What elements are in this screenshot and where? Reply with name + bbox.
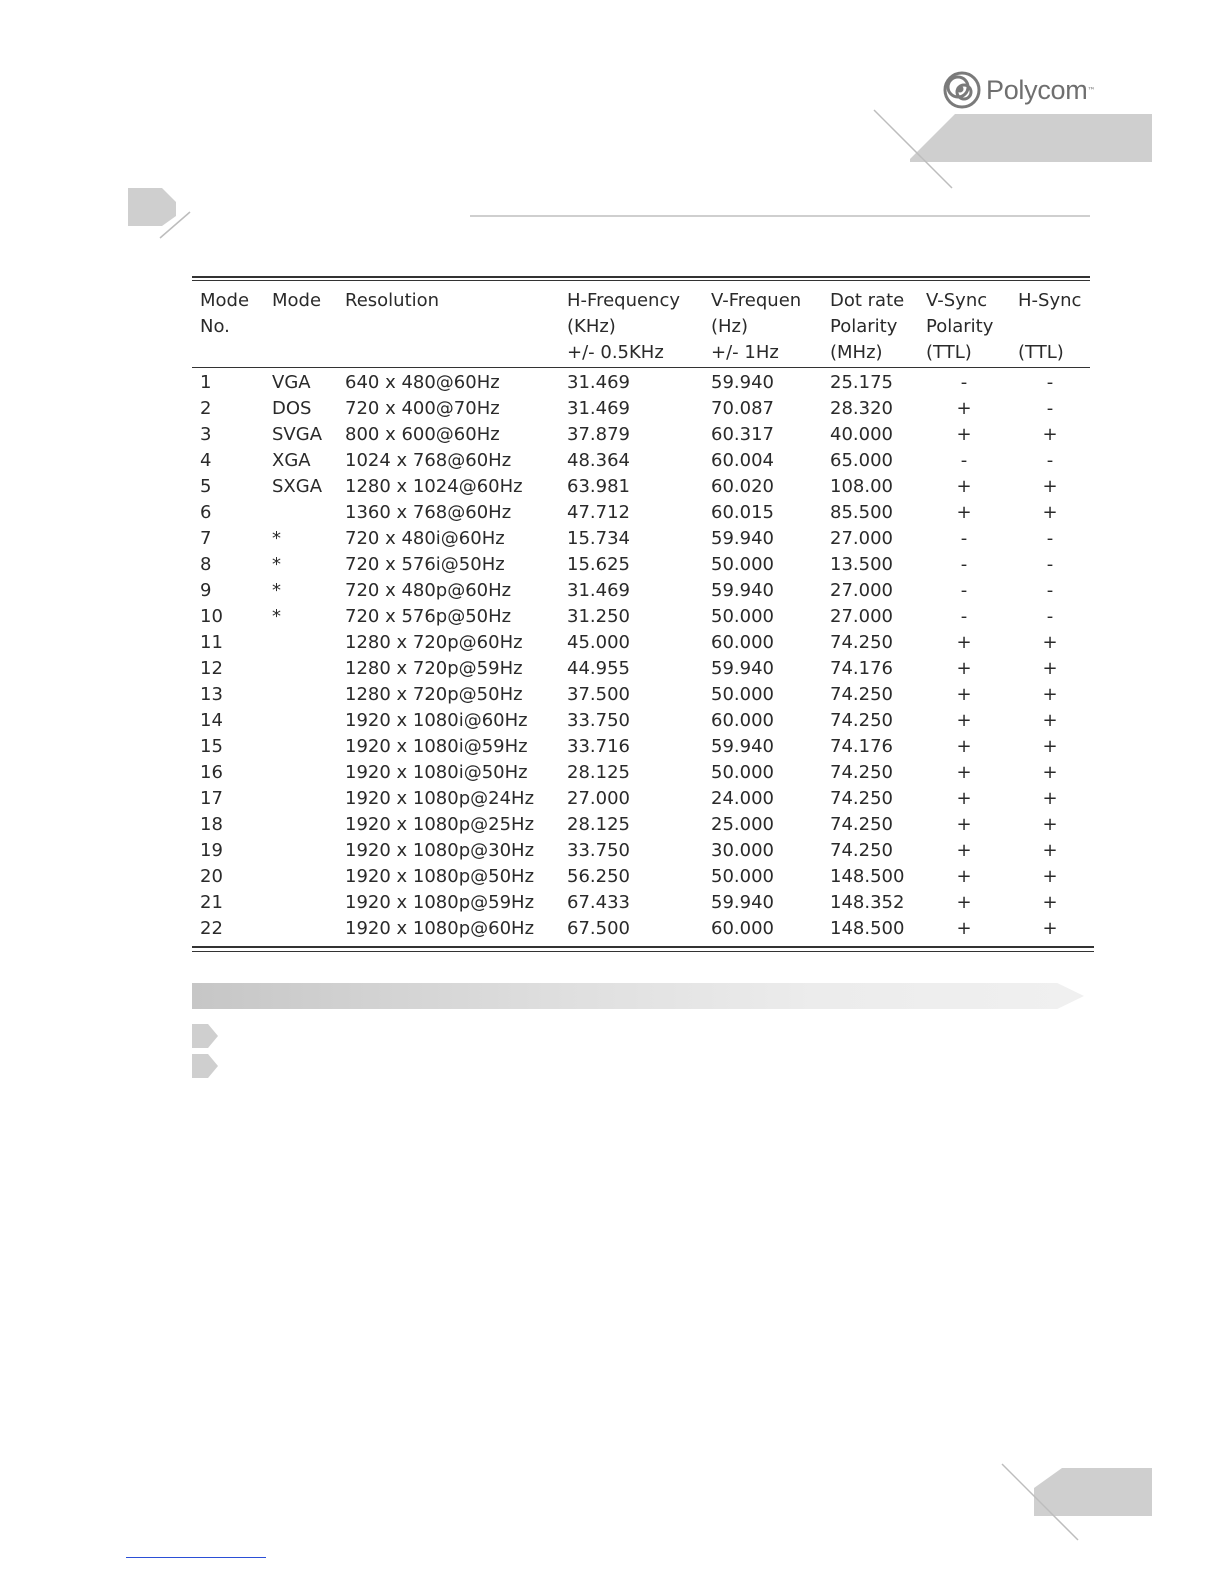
table-cell: * (272, 580, 281, 601)
table-row (192, 630, 1090, 656)
table-cell: 108.00 (830, 476, 893, 497)
table-cell: + (956, 502, 972, 523)
table-cell: - (1046, 554, 1054, 575)
table-cell: + (956, 788, 972, 809)
table-cell: + (1042, 840, 1058, 861)
table-cell: 21 (200, 892, 223, 913)
table-cell: + (1042, 476, 1058, 497)
section-marker-icon (128, 188, 192, 240)
table-cell: 74.250 (830, 840, 893, 861)
column-header: H-Frequency (KHz) +/- 0.5KHz (567, 290, 681, 363)
table-row (192, 474, 1090, 500)
table-cell: 1920 x 1080p@59Hz (345, 892, 535, 913)
table-cell (264, 630, 337, 656)
table-cell: + (956, 840, 972, 861)
table-cell: - (1046, 580, 1054, 601)
table-row (192, 500, 1090, 526)
table-cell: 44.955 (567, 658, 630, 679)
table-cell: + (956, 892, 972, 913)
table-cell: 1920 x 1080p@60Hz (345, 918, 535, 939)
table-cell (264, 916, 337, 942)
table-cell: 15 (200, 736, 223, 757)
table-row (192, 656, 1090, 682)
table-cell: 74.250 (830, 710, 893, 731)
table-cell: 18 (200, 814, 223, 835)
table-row (192, 578, 1090, 604)
table-cell: 1920 x 1080i@50Hz (345, 762, 528, 783)
table-cell: 25.000 (711, 814, 774, 835)
table-row (192, 786, 1090, 812)
table-cell: 1920 x 1080p@50Hz (345, 866, 535, 887)
table-cell: + (956, 814, 972, 835)
table-cell: 60.020 (711, 476, 774, 497)
table-row (192, 734, 1090, 760)
table-cell: 20 (200, 866, 223, 887)
table-cell: - (1046, 528, 1054, 549)
table-cell (264, 760, 337, 786)
table-cell: 720 x 480p@60Hz (345, 580, 512, 601)
table-cell: + (1042, 502, 1058, 523)
table-cell (264, 812, 337, 838)
table-cell: 33.750 (567, 840, 630, 861)
table-row (192, 838, 1090, 864)
section-heading-rule (470, 215, 1090, 217)
polycom-logo (942, 68, 1095, 112)
table-cell: 60.317 (711, 424, 774, 445)
table-cell: - (960, 450, 968, 471)
table-row (192, 526, 1090, 552)
table-cell: 31.469 (567, 398, 630, 419)
table-cell: 1920 x 1080p@25Hz (345, 814, 535, 835)
table-row (192, 396, 1090, 422)
table-cell: 4 (200, 450, 212, 471)
table-cell: 25.175 (830, 372, 893, 393)
table-bottom-rule-thin (192, 951, 1094, 952)
table-cell: - (960, 372, 968, 393)
table-cell: 28.320 (830, 398, 893, 419)
table-cell: 22 (200, 918, 223, 939)
table-cell: + (956, 476, 972, 497)
table-cell: 24.000 (711, 788, 774, 809)
table-cell: 37.500 (567, 684, 630, 705)
table-cell: 60.000 (711, 632, 774, 653)
table-cell: 74.176 (830, 736, 893, 757)
table-cell: 148.500 (830, 918, 905, 939)
table-cell: 6 (200, 502, 212, 523)
table-row (192, 552, 1090, 578)
table-cell: + (1042, 658, 1058, 679)
table-cell: 31.250 (567, 606, 630, 627)
table-cell: + (1042, 892, 1058, 913)
column-header: Mode No. (200, 290, 250, 337)
table-cell: 67.500 (567, 918, 630, 939)
table-cell (264, 838, 337, 864)
table-cell (264, 500, 337, 526)
table-cell: - (1046, 450, 1054, 471)
table-header-row (192, 288, 1090, 366)
table-row (192, 448, 1090, 474)
table-cell: - (1046, 606, 1054, 627)
table-cell: + (956, 424, 972, 445)
table-cell: + (956, 398, 972, 419)
table-cell: 59.940 (711, 580, 774, 601)
table-cell: 59.940 (711, 658, 774, 679)
table-cell: 60.000 (711, 710, 774, 731)
table-cell: 37.879 (567, 424, 630, 445)
table-cell: + (1042, 814, 1058, 835)
table-row (192, 604, 1090, 630)
table-cell: + (956, 918, 972, 939)
table-cell: 12 (200, 658, 223, 679)
table-cell: 74.250 (830, 632, 893, 653)
table-cell: + (1042, 684, 1058, 705)
table-cell: + (956, 632, 972, 653)
table-cell: 74.250 (830, 762, 893, 783)
table-cell: - (960, 606, 968, 627)
table-row (192, 916, 1090, 942)
table-cell: 1920 x 1080p@30Hz (345, 840, 535, 861)
table-cell: * (272, 554, 281, 575)
table-cell: 59.940 (711, 528, 774, 549)
table-cell: 800 x 600@60Hz (345, 424, 500, 445)
table-cell: 1920 x 1080p@24Hz (345, 788, 535, 809)
table-cell: 28.125 (567, 814, 630, 835)
table-cell: 45.000 (567, 632, 630, 653)
table-cell: + (1042, 424, 1058, 445)
table-cell: 1280 x 720p@59Hz (345, 658, 523, 679)
table-cell: + (1042, 736, 1058, 757)
footer-slash-decoration (998, 1462, 1088, 1546)
table-cell: 14 (200, 710, 223, 731)
column-header: H-Sync (TTL) (1018, 290, 1082, 363)
table-cell (264, 682, 337, 708)
table-cell: 640 x 480@60Hz (345, 372, 500, 393)
table-cell: SXGA (272, 476, 323, 497)
table-cell: 7 (200, 528, 212, 549)
table-cell: 50.000 (711, 606, 774, 627)
table-cell: 74.250 (830, 788, 893, 809)
table-cell: 1 (200, 372, 212, 393)
table-cell: 59.940 (711, 892, 774, 913)
table-cell: 28.125 (567, 762, 630, 783)
table-cell: XGA (272, 450, 311, 471)
table-cell: * (272, 606, 281, 627)
table-cell: 16 (200, 762, 223, 783)
table-cell: 1360 x 768@60Hz (345, 502, 512, 523)
table-cell: 50.000 (711, 762, 774, 783)
bullet-arrow-icon (192, 1054, 220, 1080)
table-cell (264, 656, 337, 682)
table-top-rule-thin (192, 280, 1090, 281)
table-cell: - (960, 554, 968, 575)
table-row (192, 760, 1090, 786)
table-cell: 65.000 (830, 450, 893, 471)
table-cell: 8 (200, 554, 212, 575)
table-cell: + (956, 762, 972, 783)
table-cell (264, 708, 337, 734)
table-cell: 720 x 400@70Hz (345, 398, 500, 419)
column-header: Mode (272, 290, 322, 311)
table-cell: + (956, 684, 972, 705)
table-cell: + (1042, 918, 1058, 939)
table-cell: 47.712 (567, 502, 630, 523)
table-cell: 1024 x 768@60Hz (345, 450, 512, 471)
table-cell: - (960, 528, 968, 549)
table-cell: 74.250 (830, 684, 893, 705)
table-cell: 31.469 (567, 372, 630, 393)
table-cell: 31.469 (567, 580, 630, 601)
table-cell: 1280 x 720p@50Hz (345, 684, 523, 705)
table-row (192, 864, 1090, 890)
column-header: Resolution (345, 290, 440, 311)
table-cell: 40.000 (830, 424, 893, 445)
table-cell (264, 786, 337, 812)
table-cell: 63.981 (567, 476, 630, 497)
table-cell: SVGA (272, 424, 323, 445)
table-cell: 67.433 (567, 892, 630, 913)
table-cell: 74.250 (830, 814, 893, 835)
table-cell: 1280 x 720p@60Hz (345, 632, 523, 653)
table-cell (264, 864, 337, 890)
table-cell: 27.000 (567, 788, 630, 809)
table-cell: - (1046, 372, 1054, 393)
table-cell (264, 890, 337, 916)
table-row (192, 682, 1090, 708)
table-cell: + (1042, 762, 1058, 783)
table-bottom-rule (192, 946, 1094, 948)
table-cell: 60.015 (711, 502, 774, 523)
table-cell: 13 (200, 684, 223, 705)
table-row (192, 890, 1090, 916)
note-heading-bar (192, 983, 1084, 1009)
table-cell: + (956, 736, 972, 757)
table-row (192, 708, 1090, 734)
table-body (192, 366, 1090, 942)
table-cell: 720 x 576p@50Hz (345, 606, 512, 627)
table-cell: 30.000 (711, 840, 774, 861)
bullet-arrow-icon (192, 1024, 220, 1050)
table-cell: + (1042, 788, 1058, 809)
table-cell: 1280 x 1024@60Hz (345, 476, 523, 497)
table-cell: 13.500 (830, 554, 893, 575)
polycom-logo-mark-icon (942, 70, 982, 110)
table-cell: 17 (200, 788, 223, 809)
table-cell: 148.500 (830, 866, 905, 887)
table-cell: 33.750 (567, 710, 630, 731)
table-cell: 74.176 (830, 658, 893, 679)
table-cell: DOS (272, 398, 312, 419)
table-cell: + (1042, 632, 1058, 653)
table-cell: 2 (200, 398, 212, 419)
table-cell: + (1042, 866, 1058, 887)
table-cell: + (1042, 710, 1058, 731)
table-row (192, 422, 1090, 448)
table-cell: 27.000 (830, 606, 893, 627)
table-cell: VGA (272, 372, 311, 393)
trademark-symbol: ™ (1087, 85, 1096, 95)
table-cell: 50.000 (711, 866, 774, 887)
table-cell: 27.000 (830, 580, 893, 601)
table-cell: 19 (200, 840, 223, 861)
table-cell: 9 (200, 580, 212, 601)
table-cell: + (956, 710, 972, 731)
table-cell: 15.734 (567, 528, 630, 549)
column-header: Dot rate Polarity (MHz) (830, 290, 905, 363)
table-cell: 720 x 576i@50Hz (345, 554, 505, 575)
column-header: V-Sync Polarity (TTL) (926, 290, 994, 363)
table-cell: 59.940 (711, 372, 774, 393)
column-header: V-Frequen (Hz) +/- 1Hz (711, 290, 802, 363)
table-cell: 148.352 (830, 892, 905, 913)
table-cell: 11 (200, 632, 223, 653)
table-row (192, 812, 1090, 838)
table-cell: - (960, 580, 968, 601)
table-cell: 48.364 (567, 450, 630, 471)
table-cell: 59.940 (711, 736, 774, 757)
table-cell: 60.000 (711, 918, 774, 939)
table-cell: - (1046, 398, 1054, 419)
table-cell: 33.716 (567, 736, 630, 757)
footer-link-underline (126, 1557, 266, 1558)
table-row (192, 366, 1090, 396)
timing-table-grid (192, 288, 1090, 942)
table-cell: 50.000 (711, 684, 774, 705)
brand-name: Polycom (986, 74, 1088, 105)
table-cell: 85.500 (830, 502, 893, 523)
table-cell: 1920 x 1080i@60Hz (345, 710, 528, 731)
table-cell (264, 734, 337, 760)
table-cell: 60.004 (711, 450, 774, 471)
table-cell: 56.250 (567, 866, 630, 887)
table-cell: * (272, 528, 281, 549)
table-cell: 27.000 (830, 528, 893, 549)
table-cell: + (956, 658, 972, 679)
table-top-rule (192, 276, 1090, 278)
table-cell: 5 (200, 476, 212, 497)
table-cell: 15.625 (567, 554, 630, 575)
table-cell: 720 x 480i@60Hz (345, 528, 505, 549)
table-cell: + (956, 866, 972, 887)
header-slash-decoration (870, 108, 960, 198)
table-cell: 1920 x 1080i@59Hz (345, 736, 528, 757)
table-cell: 3 (200, 424, 212, 445)
table-cell: 50.000 (711, 554, 774, 575)
table-cell: 10 (200, 606, 223, 627)
table-cell: 70.087 (711, 398, 774, 419)
